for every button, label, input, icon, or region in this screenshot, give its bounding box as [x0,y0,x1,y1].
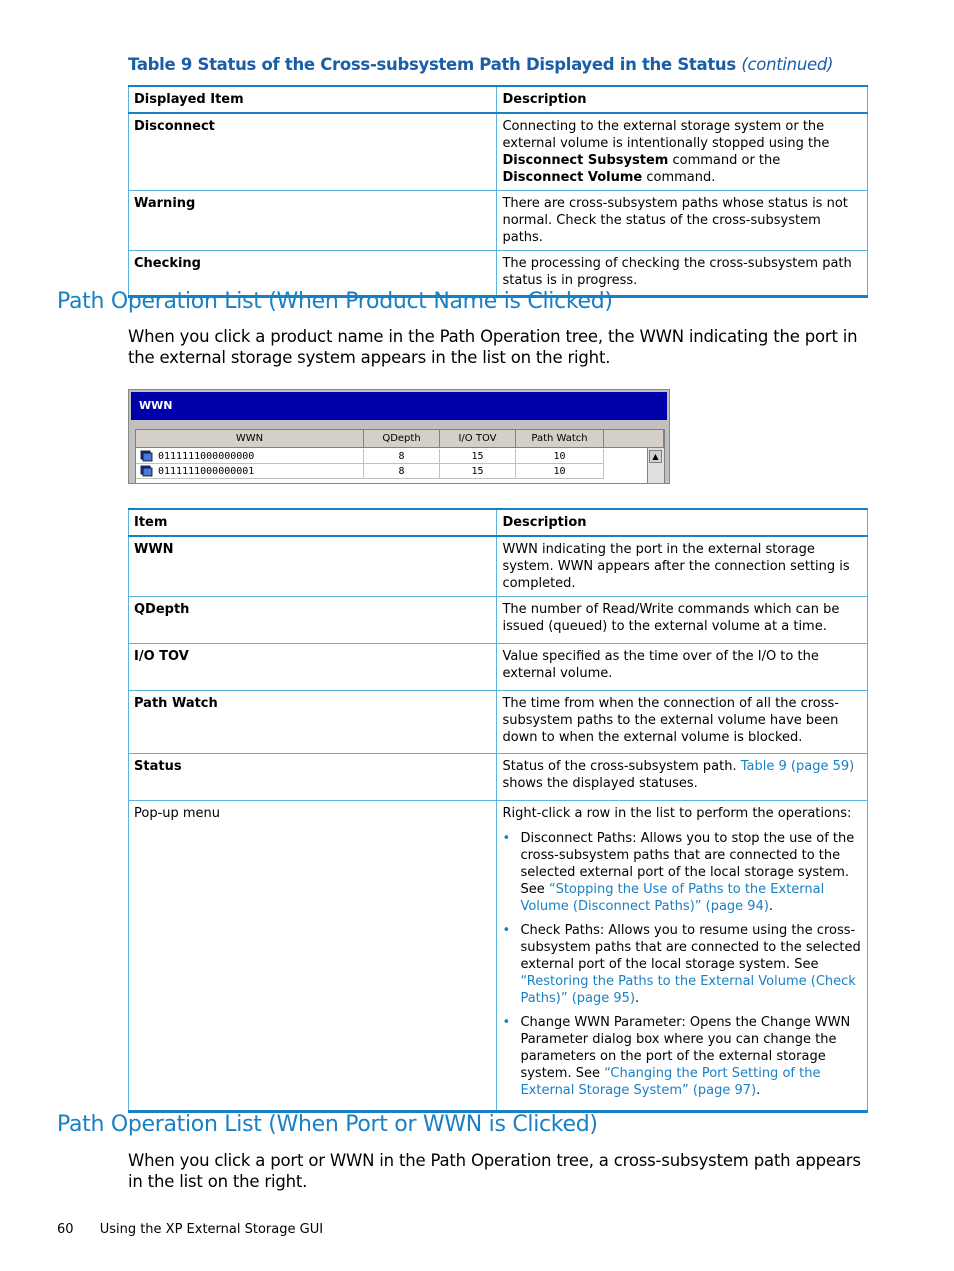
row-item: Pop-up menu [129,801,497,1112]
scroll-up-icon[interactable]: ▲ [649,450,662,463]
status-table [128,85,868,298]
table-row [129,644,868,691]
bullet-text: Disconnect Paths: Allows you to stop the use of the cross-subsystem paths that are connected to the selected external port of the local storage system. See [520,831,855,897]
row-description: The time from when the connection of all the cross-subsystem paths to the external volume have been down to when the external volume is blocked. [497,691,868,754]
table-caption-suffix: (continued) [741,55,834,74]
disconnect-paths-link[interactable]: “Stopping the Use of Paths to the External Volume (Disconnect Paths)” (page 94) [520,882,825,914]
table-row [129,691,868,754]
list-item [520,830,862,915]
row-item: WWN [129,536,497,597]
row-item: Status [129,754,497,801]
column-header: Description [497,509,868,536]
table-row [129,754,868,801]
io-tov-cell[interactable]: 15 [440,449,516,464]
table-caption-text: Table 9 Status of the Cross-subsystem Path Displayed in the Status [128,55,736,74]
row-item: Checking [129,251,497,297]
table-row [129,597,868,644]
column-header-path-watch[interactable]: Path Watch [516,430,604,448]
row-description [497,113,868,191]
change-port-setting-link[interactable]: “Changing the Port Setting of the External Storage System” (page 97) [520,1066,821,1098]
path-watch-cell[interactable]: 10 [516,449,604,464]
desc-bold: Disconnect Volume [502,170,643,185]
wwn-cell[interactable]: 0111111000000000 [136,449,364,464]
qdepth-cell[interactable]: 8 [364,464,440,479]
row-item: QDepth [129,597,497,644]
path-watch-cell[interactable]: 10 [516,464,604,479]
row-item: Warning [129,191,497,251]
row-item: Path Watch [129,691,497,754]
desc-text: shows the displayed statuses. [502,776,698,791]
desc-text: command. [642,170,716,185]
popup-intro: Right-click a row in the list to perform the operations: [502,806,852,821]
row-description: The processing of checking the cross-subsystem path status is in progress. [497,251,868,297]
column-header-qdepth[interactable]: QDepth [364,430,440,448]
qdepth-cell[interactable]: 8 [364,449,440,464]
desc-text: Connecting to the external storage system or the external volume is intentionally stopped using the [502,119,830,151]
table-row [129,191,868,251]
column-header: Displayed Item [129,86,497,113]
section-heading: Path Operation List (When Port or WWN is Clicked) [57,1112,598,1137]
bullet-text: Change WWN Parameter: Opens the Change WWN Parameter dialog box where you can change the parameters on the port of the external storage system. See [520,1015,851,1081]
wwn-list-screenshot [128,389,670,484]
table-row [129,536,868,597]
page-number: 60 [57,1222,74,1237]
row-description [497,801,868,1112]
bullet-text: . [756,1083,761,1098]
section-heading: Path Operation List (When Product Name is Clicked) [57,289,613,314]
column-header-io-tov[interactable]: I/O TOV [440,430,516,448]
row-description: WWN indicating the port in the external storage system. WWN appears after the connection setting is completed. [497,536,868,597]
item-table [128,508,868,1113]
list-item [520,922,862,1007]
section-paragraph: When you click a port or WWN in the Path Operation tree, a cross-subsystem path appears in the list on the right. [128,1151,861,1191]
page-footer [57,1222,323,1237]
check-paths-link[interactable]: “Restoring the Paths to the External Volume (Check Paths)” (page 95) [520,974,856,1006]
list-item [520,1014,862,1099]
io-tov-cell[interactable]: 15 [440,464,516,479]
desc-text: Status of the cross-subsystem path. [502,759,741,774]
bullet-text: . [768,899,774,914]
column-header-wwn[interactable]: WWN [136,430,364,448]
row-description: Value specified as the time over of the I/O to the external volume. [497,644,868,691]
row-item: I/O TOV [129,644,497,691]
column-header-empty [604,430,664,448]
bullet-text: . [635,991,640,1006]
desc-bold: Disconnect Subsystem [502,153,669,168]
desc-text: command or the [668,153,781,168]
vertical-scrollbar[interactable] [647,448,664,484]
bullet-text: Check Paths: Allows you to resume using the cross-subsystem paths that are connected to the selected external port of the local storage system. See [520,923,861,972]
wwn-grid [135,429,665,484]
section-paragraph: When you click a product name in the Path Operation tree, the WWN indicating the port in the external storage system appears in the list on the right. [128,327,858,367]
wwn-cell[interactable]: 0111111000000001 [136,464,364,479]
table-row [129,801,868,1112]
table-caption [128,55,833,74]
column-header: Item [129,509,497,536]
column-header: Description [497,86,868,113]
row-description [497,754,868,801]
row-description: The number of Read/Write commands which can be issued (queued) to the external volume at a time. [497,597,868,644]
table9-link[interactable]: Table 9 (page 59) [740,759,855,774]
operations-list [502,830,862,1099]
table-row [129,113,868,191]
window-title: WWN [131,392,667,420]
row-description: There are cross-subsystem paths whose status is not normal. Check the status of the cross-subsystem paths. [497,191,868,251]
footer-title: Using the XP External Storage GUI [99,1222,324,1237]
row-item: Disconnect [129,113,497,191]
